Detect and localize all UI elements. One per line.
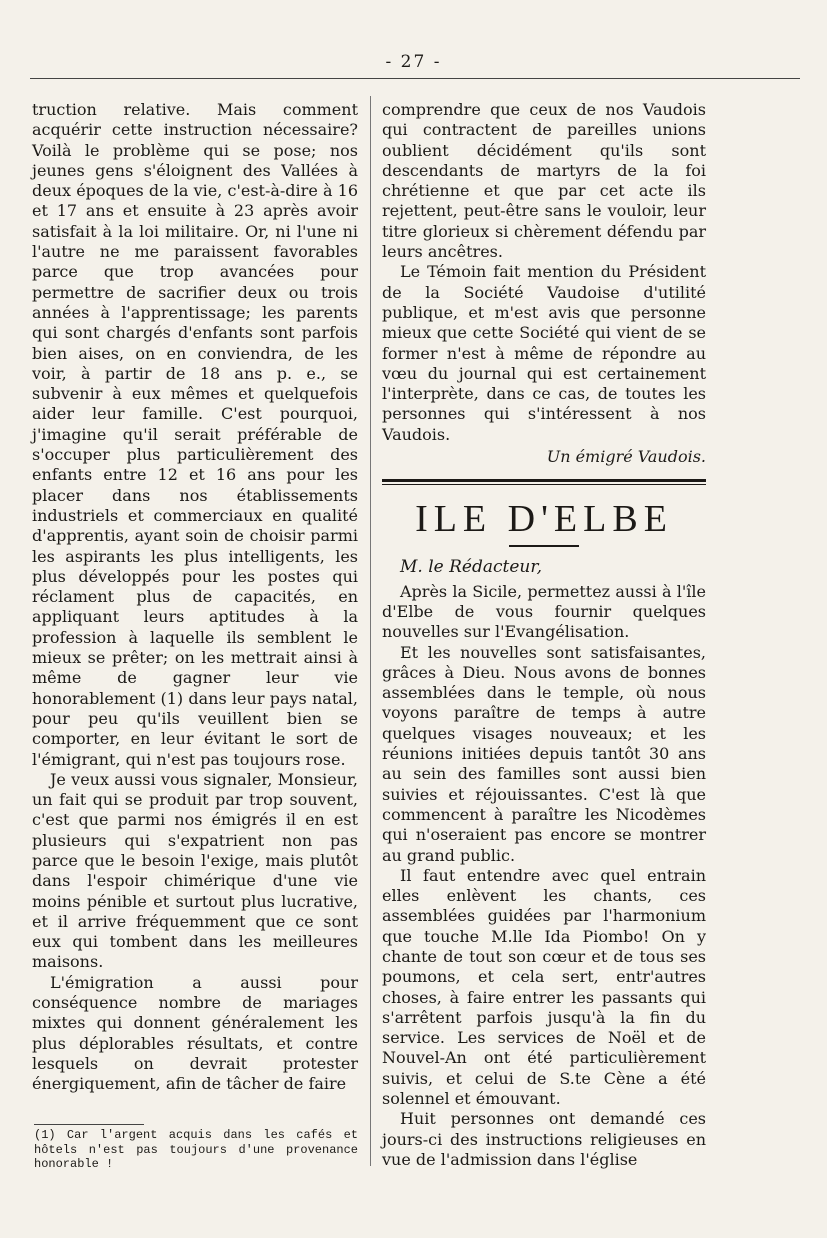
- right-paragraph-4: Et les nouvelles sont satisfaisantes, grâces à Dieu. Nous avons de bonnes assemblées dans le temple, où nous voyons paraître de temps à autre quelques visages nouveaux; et les réunions initiées depuis tantôt 30 ans au sein des familles sont aussi bien suivies et réjouissantes. C'est là que commencent à paraître les Nicodèmes qui n'oseraient pas encore se montrer au grand public.: [382, 642, 706, 865]
- right-paragraph-5: Il faut entendre avec quel entrain elles enlèvent les chants, ces assemblées guidées par l'harmonium que touche M.lle Ida Piombo! On y chante de tout son cœur et de tous ses poumons, et cela sert, entr'autres choses, à faire entrer les passants qui s'arrêtent parfois jusqu'à la fin du service. Les services de Noël et de Nouvel-An ont été particulièrement suivis, et celui de S.te Cène a été solennel et émouvant.: [382, 865, 706, 1109]
- left-paragraph-2: Je veux aussi vous signaler, Monsieur, un fait qui se produit par trop souvent, c'est que parmi nos émigrés il en est plusieurs qui s'expatrient non pas parce que le besoin l'exige, mais plutôt dans l'espoir chimérique d'une vie moins pénible et surtout plus lucrative, et il arrive fréquemment que ce sont eux qui tombent dans les meilleures maisons.: [32, 769, 358, 972]
- footnote-rule: [34, 1124, 144, 1125]
- column-divider: [370, 96, 371, 1166]
- title-ornament: [509, 545, 579, 547]
- section-rule-thick: [382, 479, 706, 482]
- left-column: [32, 100, 358, 1095]
- left-paragraph-3: L'émigration a aussi pour conséquence nombre de mariages mixtes qui donnent généralement les plus déplorables résultats, et contre lesquels on devrait protester énergiquement, afin de tâcher de faire: [32, 972, 358, 1094]
- header-rule: [30, 78, 800, 79]
- left-paragraph-1: truction relative. Mais comment acquérir cette instruction nécessaire? Voilà le problème qui se pose; nos jeunes gens s'éloignent des Vallées à deux époques de la vie, c'est-à-dire à 16 et 17 ans et ensuite à 23 après avoir satisfait à la loi militaire. Or, ni l'une ni l'autre ne me paraissent favorables parce que trop avancées pour permettre de sacrifier deux ou trois années à l'apprentissage; les parents qui sont chargés d'enfants sont parfois bien aises, on en conviendra, de les voir, à partir de 18 ans p. e., se subvenir à eux mêmes et quelquefois aider leur famille. C'est pourquoi, j'imagine qu'il serait préférable de s'occuper plus particulièrement des enfants entre 12 et 16 ans pour les placer dans nos établissements industriels et commerciaux en qualité d'apprentis, ayant soin de choisir parmi les aspirants les plus intelligents, les plus développés pour les postes qui réclament plus de capacités, en appliquant leurs aptitudes à la profession à laquelle ils semblent le mieux se prêter; on les mettrait ainsi à même de gagner leur vie honorablement (1) dans leur pays natal, pour peu qu'ils veuillent bien se comporter, en leur évitant le sort de l'émigrant, qui n'est pas toujours rose.: [32, 100, 358, 769]
- right-paragraph-6: Huit personnes ont demandé ces jours-ci des instructions religieuses en vue de l'admission dans l'église: [382, 1109, 706, 1169]
- right-column: [382, 100, 706, 1170]
- section-rule-thin: [382, 484, 706, 485]
- page-number: - 27 -: [385, 52, 442, 72]
- right-paragraph-3: Après la Sicile, permettez aussi à l'île d'Elbe de vous fournir quelques nouvelles sur l'Evangélisation.: [382, 581, 706, 642]
- footnote: (1) Car l'argent acquis dans les cafés et hôtels n'est pas toujours d'une provenance honorable !: [34, 1128, 358, 1171]
- salutation: M. le Rédacteur,: [400, 557, 543, 578]
- author-signature: Un émigré Vaudois.: [546, 447, 706, 467]
- right-paragraph-1: comprendre que ceux de nos Vaudois qui contractent de pareilles unions oublient décidément qu'ils sont descendants de martyrs de la foi chrétienne et que par cet acte ils rejettent, peut-être sans le vouloir, leur titre glorieux si chèrement défendu par leurs ancêtres.: [382, 100, 706, 262]
- right-paragraph-2: Le Témoin fait mention du Président de la Société Vaudoise d'utilité publique, et m'est avis que personne mieux que cette Société qui vient de se former n'est à même de répondre au vœu du journal qui est certainement l'interprète, dans ce cas, de toutes les personnes qui s'intéressent à nos Vaudois.: [382, 262, 706, 444]
- section-title: ILE D'ELBE: [415, 498, 673, 541]
